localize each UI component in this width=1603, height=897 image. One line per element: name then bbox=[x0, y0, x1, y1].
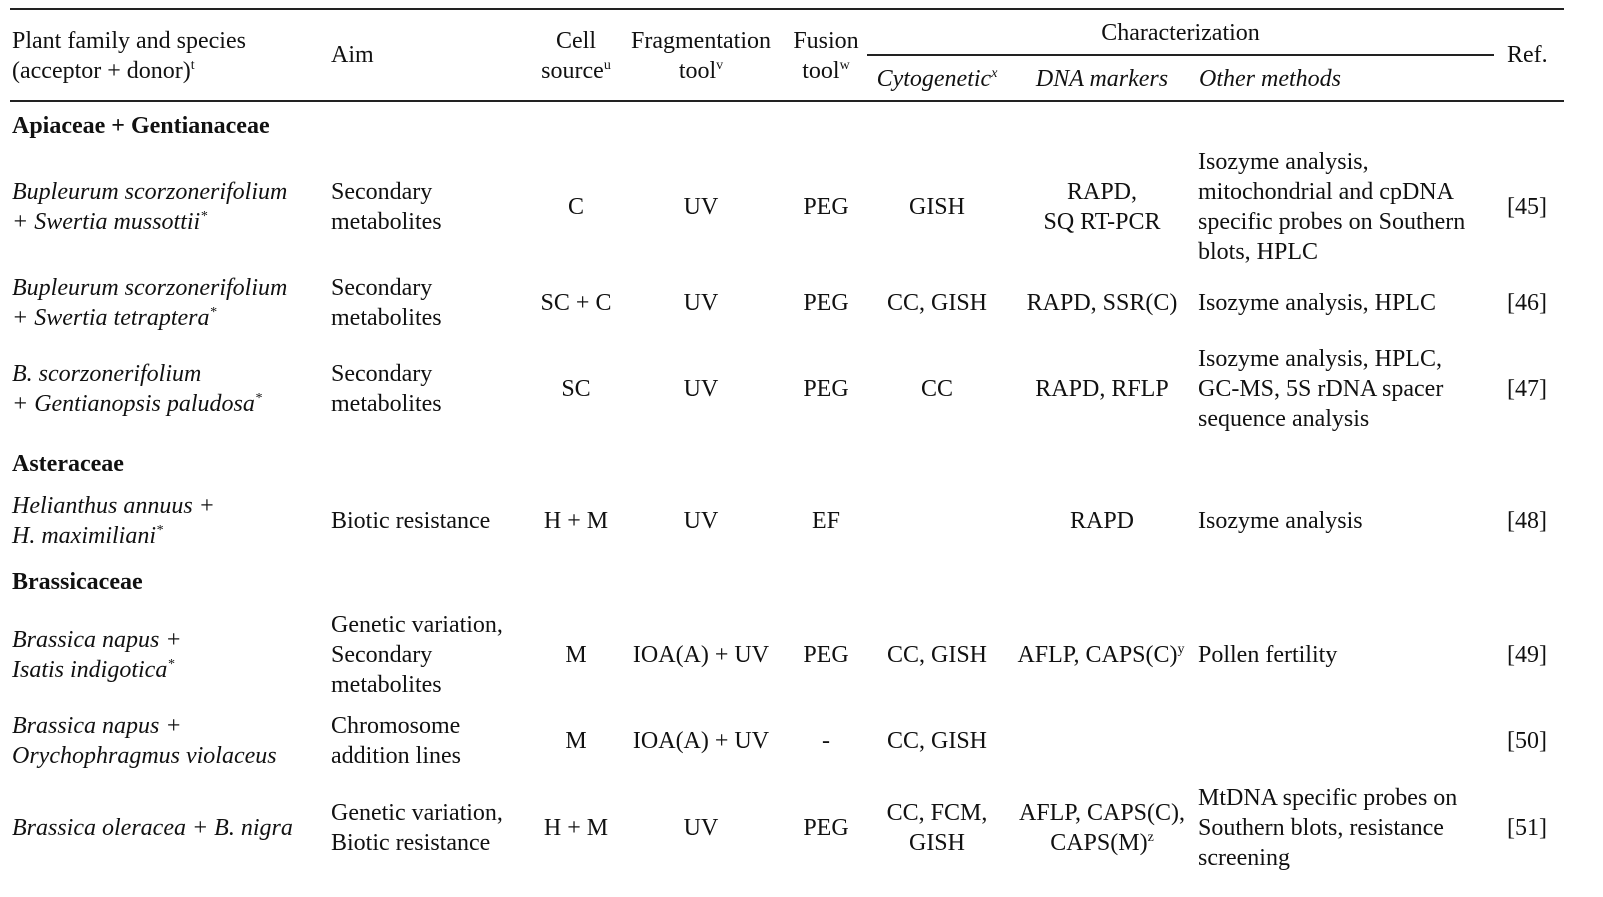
header-other-methods: Other methods bbox=[1199, 66, 1341, 92]
row-cytogenetic: GISH bbox=[908, 194, 965, 220]
row-ref: [46] bbox=[1507, 290, 1547, 316]
row-other-methods: Isozyme analysis, HPLC bbox=[1198, 290, 1436, 316]
family-heading: Brassicaceae bbox=[12, 569, 143, 595]
row-species: Bupleurum scorzonerifolium + Swertia mussottii* bbox=[12, 179, 288, 235]
row-fragmentation: UV bbox=[683, 194, 719, 220]
row-fragmentation: UV bbox=[683, 508, 719, 534]
row-ref: [50] bbox=[1507, 728, 1547, 754]
row-fusion: PEG bbox=[803, 815, 849, 841]
family-heading: Apiaceae + Gentianaceae bbox=[12, 113, 270, 139]
row-ref: [49] bbox=[1507, 642, 1547, 668]
row-other-methods: Isozyme analysis bbox=[1198, 508, 1363, 534]
header-fusion: Fusion tool$^w$ bbox=[793, 28, 859, 84]
header-fragmentation: Fragmentation tool$^v$ bbox=[631, 28, 771, 84]
row-aim: Biotic resistance bbox=[331, 508, 491, 534]
row-dna-markers: RAPD, SQ RT-PCR bbox=[1043, 179, 1161, 235]
row-cell-source: M bbox=[565, 642, 587, 668]
row-fusion: - bbox=[822, 728, 830, 754]
row-cell-source: H + M bbox=[543, 508, 609, 534]
row-cell-source: M bbox=[565, 728, 587, 754]
row-fusion: PEG bbox=[803, 194, 849, 220]
row-fusion: EF bbox=[811, 508, 840, 534]
row-species: Bupleurum scorzonerifolium + Swertia tetraptera* bbox=[12, 275, 288, 331]
row-cytogenetic: CC, GISH bbox=[886, 642, 988, 668]
row-other-methods: Isozyme analysis, HPLC, GC-MS, 5S rDNA spacer sequence analysis bbox=[1198, 346, 1444, 432]
row-other-methods: MtDNA specific probes on Southern blots, resistance screening bbox=[1198, 785, 1458, 871]
row-other-methods: Isozyme analysis, mitochondrial and cpDNA specific probes on Southern blots, HPLC bbox=[1198, 149, 1466, 265]
row-cell-source: SC bbox=[561, 376, 591, 402]
row-fragmentation: UV bbox=[683, 376, 719, 402]
row-dna-markers: RAPD, RFLP bbox=[1035, 376, 1169, 402]
row-aim: Genetic variation, Secondary metabolites bbox=[331, 612, 503, 698]
header-cytogenetic: Cytogenetic$^x$ bbox=[876, 66, 998, 92]
header-aim: Aim bbox=[331, 42, 374, 68]
characterization-rule bbox=[867, 54, 1494, 56]
row-fusion: PEG bbox=[803, 376, 849, 402]
row-fragmentation: UV bbox=[683, 290, 719, 316]
row-species: Brassica napus + Orychophragmus violaceus bbox=[12, 713, 277, 769]
row-dna-markers: AFLP, CAPS(C), $CAPS(M)^z$ bbox=[1018, 800, 1186, 856]
row-fragmentation: UV bbox=[683, 815, 719, 841]
row-fusion: PEG bbox=[803, 642, 849, 668]
row-cytogenetic: CC bbox=[920, 376, 953, 402]
row-aim: Genetic variation, Biotic resistance bbox=[331, 800, 503, 856]
row-ref: [47] bbox=[1507, 376, 1547, 402]
row-species: B. scorzonerifolium + Gentianopsis paludosa* bbox=[12, 361, 262, 417]
row-fusion: PEG bbox=[803, 290, 849, 316]
header-characterization: Characterization bbox=[1101, 20, 1260, 46]
row-cell-source: H + M bbox=[543, 815, 609, 841]
row-aim: Secondary metabolites bbox=[331, 361, 442, 417]
row-species: Helianthus annuus + H. maximiliani* bbox=[12, 493, 215, 549]
row-dna-markers: RAPD bbox=[1069, 508, 1135, 534]
row-fragmentation: IOA(A) + UV bbox=[632, 728, 770, 754]
row-aim: Chromosome addition lines bbox=[331, 713, 461, 769]
header-ref: Ref. bbox=[1507, 42, 1548, 68]
row-species: Brassica napus + Isatis indigotica* bbox=[12, 627, 182, 683]
family-heading: Asteraceae bbox=[12, 451, 124, 477]
header-cell-source: Cell source$^u$ bbox=[541, 28, 611, 84]
row-cytogenetic: CC, GISH bbox=[886, 290, 988, 316]
row-cytogenetic: CC, GISH bbox=[886, 728, 988, 754]
row-cytogenetic: CC, FCM, GISH bbox=[886, 800, 988, 856]
row-aim: Secondary metabolites bbox=[331, 275, 442, 331]
row-species: Brassica oleracea + B. nigra bbox=[12, 815, 293, 841]
table-top-rule bbox=[10, 8, 1564, 10]
row-dna-markers: RAPD, SSR(C) bbox=[1026, 290, 1178, 316]
row-cell-source: C bbox=[567, 194, 584, 220]
header-species: Plant family and species (acceptor + donor)$^t$ bbox=[12, 28, 246, 84]
table-header-rule bbox=[10, 100, 1564, 102]
header-dna-markers: DNA markers bbox=[1035, 66, 1169, 92]
row-aim: Secondary metabolites bbox=[331, 179, 442, 235]
row-ref: [45] bbox=[1507, 194, 1547, 220]
row-fragmentation: IOA(A) + UV bbox=[632, 642, 770, 668]
row-dna-markers: AFLP, $CAPS(C)^y$ bbox=[1017, 642, 1185, 668]
row-ref: [48] bbox=[1507, 508, 1547, 534]
row-cell-source: SC + C bbox=[540, 290, 612, 316]
row-other-methods: Pollen fertility bbox=[1198, 642, 1338, 668]
row-ref: [51] bbox=[1507, 815, 1547, 841]
